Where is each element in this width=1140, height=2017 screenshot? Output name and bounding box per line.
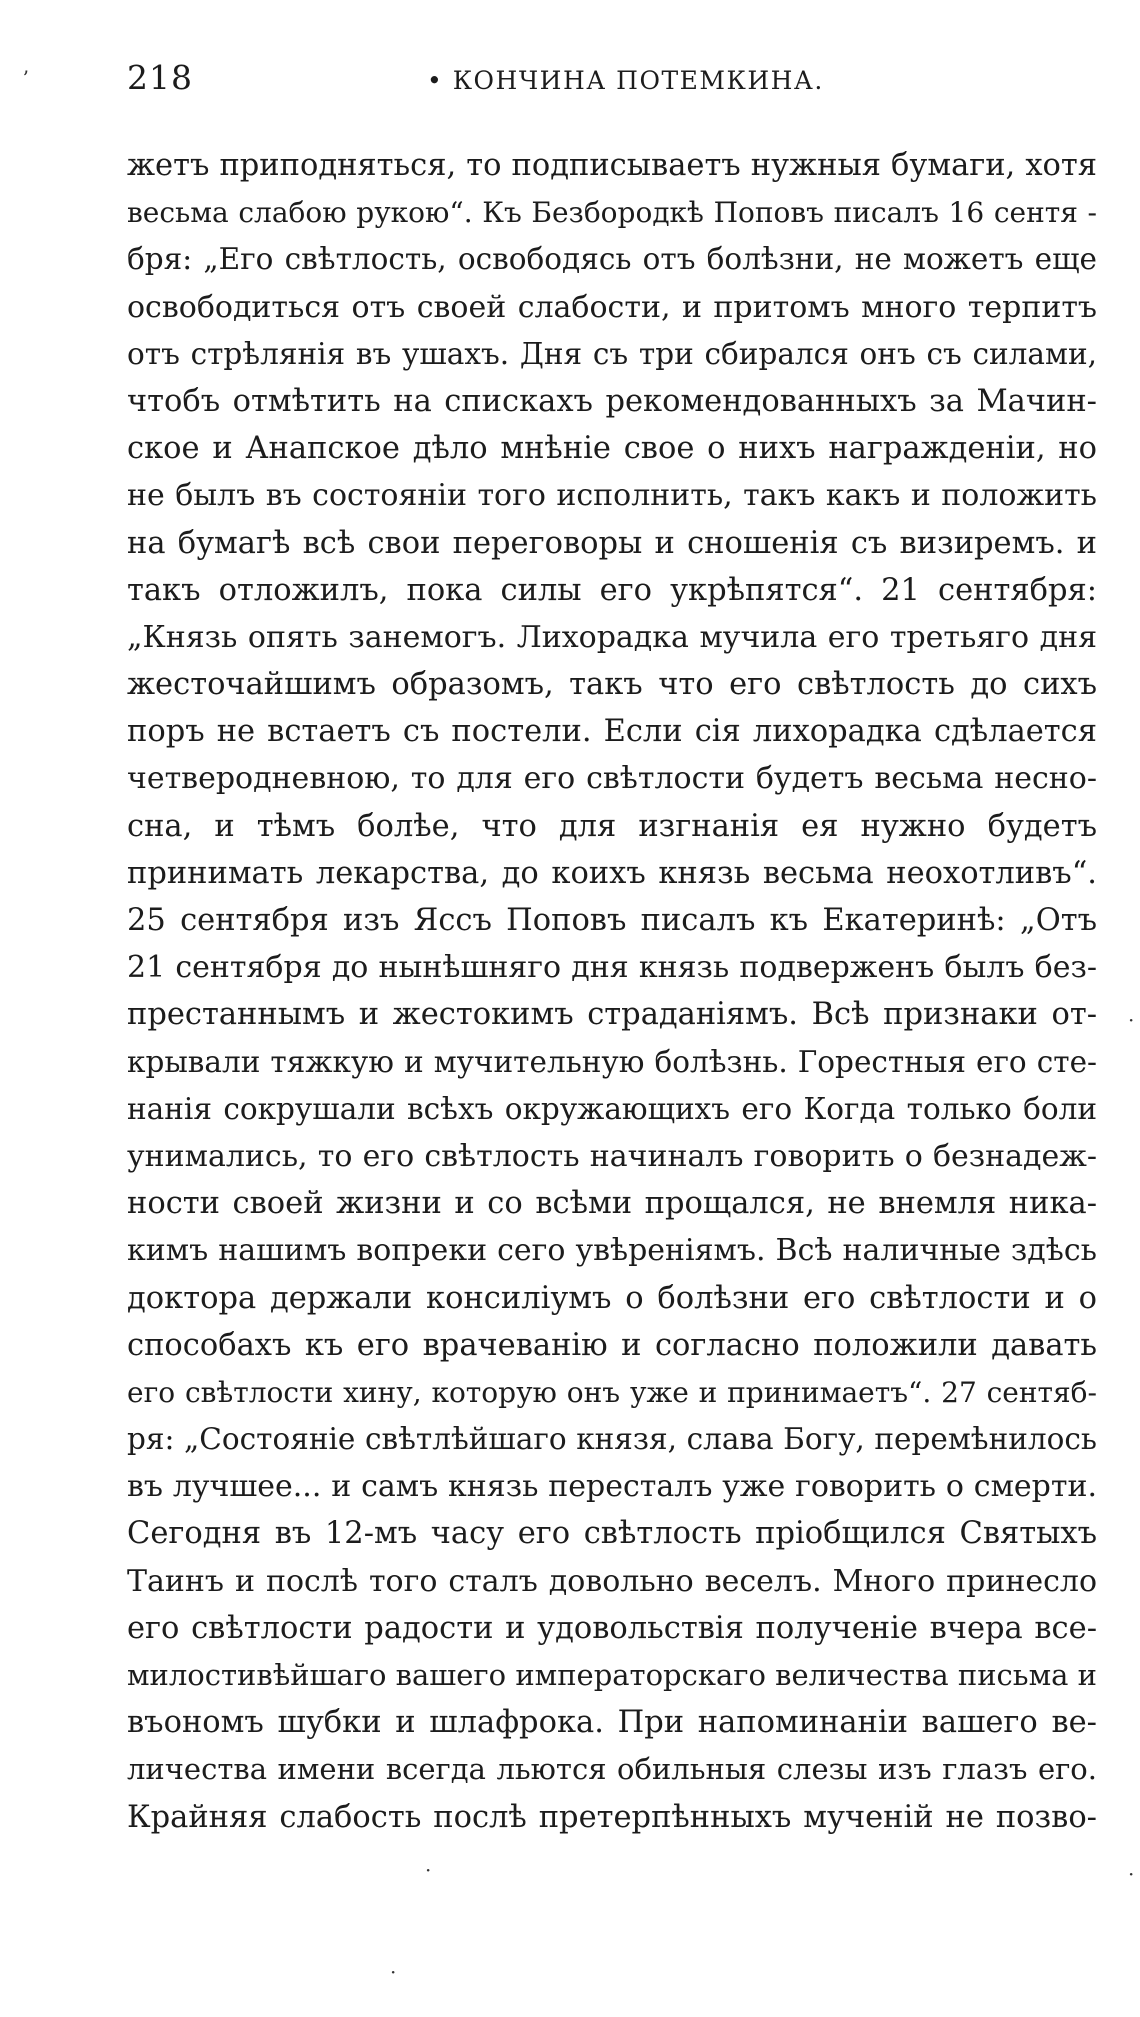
text-line: на бумагѣ всѣ свои переговоры и сношенія съ визиремъ. и xyxy=(127,525,1097,561)
text-line: 21 сентября до нынѣшняго дня князь подверженъ былъ без- xyxy=(127,950,1097,986)
text-line: доктора держали консиліумъ о болѣзни его свѣтлости и о xyxy=(127,1280,1097,1316)
chapter-title: • КОНЧИНА ПОТЕМКИНА. xyxy=(427,66,824,95)
margin-mark: · xyxy=(390,1960,397,1984)
text-line: освободиться отъ своей слабости, и притомъ много терпитъ xyxy=(127,289,1097,325)
text-line: отъ стрѣлянія въ ушахъ. Дня съ три сбирался онъ съ силами, xyxy=(127,336,1097,371)
text-line: чтобъ отмѣтить на спискахъ рекомендованныхъ за Мачин- xyxy=(127,383,1097,419)
text-line: принимать лекарства, до коихъ князь весьма неохотливъ“. xyxy=(127,855,1097,891)
margin-mark: ʼ xyxy=(22,66,29,90)
text-line: въономъ шубки и шлафрока. При напоминаніи вашего ве- xyxy=(127,1705,1097,1741)
text-line: сна, и тѣмъ болѣе, что для изгнанія ея нужно будетъ xyxy=(127,808,1097,844)
text-line: весьма слабою рукою“. Къ Безбородкѣ Поповъ писалъ 16 сентя - xyxy=(127,196,1097,230)
text-line: унимались, то его свѣтлость начиналъ говорить о безнадеж- xyxy=(127,1138,1097,1174)
margin-mark: · xyxy=(1128,1862,1135,1886)
running-head xyxy=(127,58,1097,108)
text-line: ности своей жизни и со всѣми прощался, не внемля ника- xyxy=(127,1186,1097,1222)
text-line: бря: „Его свѣтлость, освободясь отъ болѣзни, не можетъ еще xyxy=(127,242,1097,277)
text-line: въ лучшее... и самъ князь пересталъ уже говорить о смерти. xyxy=(127,1469,1097,1505)
text-line: такъ отложилъ, пока силы его укрѣпятся“. 21 сентября: xyxy=(127,572,1097,608)
text-line: жесточайшимъ образомъ, такъ что его свѣтлость до сихъ xyxy=(127,667,1097,703)
text-line: четверодневною, то для его свѣтлости будетъ весьма несно- xyxy=(127,761,1097,797)
margin-mark: · xyxy=(1128,1008,1135,1032)
text-line: Сегодня въ 12-мъ часу его свѣтлость пріобщился Святыхъ xyxy=(127,1516,1097,1552)
body-text xyxy=(127,142,1097,1841)
text-line: 25 сентября изъ Яссъ Поповъ писалъ къ Екатеринѣ: „Отъ xyxy=(127,903,1097,938)
text-line: жетъ приподняться, то подписываетъ нужныя бумаги, хотя xyxy=(127,148,1097,183)
text-line: не былъ въ состояніи того исполнить, такъ какъ и положить xyxy=(127,478,1097,514)
page-number: 218 xyxy=(127,58,193,97)
text-line: „Князь опять занемогъ. Лихорадка мучила его третьяго дня xyxy=(127,619,1097,655)
text-line: нанія сокрушали всѣхъ окружающихъ его Когда только боли xyxy=(127,1091,1097,1126)
margin-mark: · xyxy=(425,1858,432,1882)
text-line: Крайняя слабость послѣ претерпѣнныхъ мученій не позво- xyxy=(127,1799,1097,1835)
text-line: личества имени всегда льются обильныя слезы изъ глазъ его. xyxy=(127,1752,1097,1787)
text-line: поръ не встаетъ съ постели. Если сія лихорадка сдѣлается xyxy=(127,714,1097,750)
text-line: крывали тяжкую и мучительную болѣзнь. Горестныя его сте- xyxy=(127,1044,1097,1079)
text-line: его свѣтлости радости и удовольствія полученіе вчера все- xyxy=(127,1610,1097,1646)
text-line: способахъ къ его врачеванію и согласно положили давать xyxy=(127,1327,1097,1363)
text-line: ря: „Состояніе свѣтлѣйшаго князя, слава Богу, перемѣнилось xyxy=(127,1422,1097,1457)
text-line: милостивѣйшаго вашего императорскаго величества письма и xyxy=(127,1658,1097,1692)
text-line: престаннымъ и жестокимъ страданіямъ. Всѣ признаки от- xyxy=(127,997,1097,1033)
text-line: его свѣтлости хину, которую онъ уже и принимаетъ“. 27 сентяб- xyxy=(127,1375,1097,1409)
text-line: Таинъ и послѣ того сталъ довольно веселъ. Много принесло xyxy=(127,1563,1097,1599)
text-line: кимъ нашимъ вопреки сего увѣреніямъ. Всѣ наличные здѣсь xyxy=(127,1233,1097,1269)
text-line: ское и Анапское дѣло мнѣніе свое о нихъ награжденіи, но xyxy=(127,431,1097,467)
